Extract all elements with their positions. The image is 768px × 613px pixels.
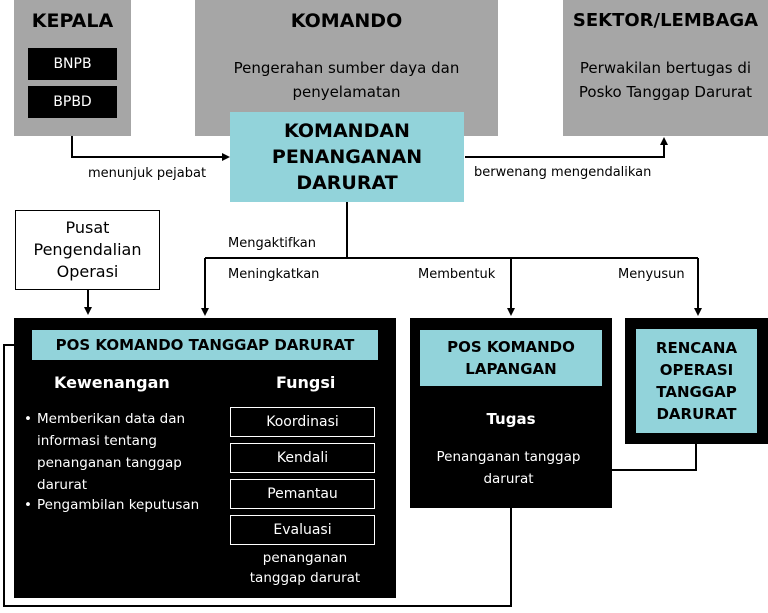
pos-komando-title: POS KOMANDO TANGGAP DARURAT [32, 330, 378, 360]
kewenangan-item: • Pengambilan keputusan [24, 494, 224, 516]
tugas-desc: Penanganan tanggap darurat [436, 449, 581, 487]
fungsi-item: Evaluasi [230, 515, 375, 545]
fungsi-note: penanganan tanggap darurat [249, 550, 361, 586]
kewenangan-item-text: Memberikan data dan informasi tentang penanganan tanggap darurat [37, 411, 186, 493]
pos-komando-box [14, 318, 396, 598]
rencana-box [625, 318, 768, 444]
sektor-box [563, 0, 768, 136]
label-membentuk: Membentuk [418, 267, 496, 282]
kewenangan-title: Kewenangan [54, 373, 170, 392]
fungsi-item: Kendali [230, 443, 375, 473]
kepala-title: KEPALA [31, 10, 114, 32]
pos-lapangan-title: POS KOMANDO LAPANGAN [420, 330, 602, 386]
sektor-title: SEKTOR/LEMBAGA [572, 10, 759, 31]
pusat-box [15, 210, 160, 290]
sektor-desc: Perwakilan bertugas di Posko Tanggap Darurat [578, 59, 753, 101]
label-menunjuk: menunjuk pejabat [88, 166, 207, 181]
label-meningkatkan: Meningkatkan [228, 267, 320, 282]
komandan-title: KOMANDAN PENANGANAN DARURAT [271, 120, 423, 194]
arrow-menunjuk [72, 136, 228, 157]
rencana-link-line [612, 444, 696, 470]
pusat-title: Pusat Pengendalian Operasi [33, 218, 142, 281]
label-berwenang: berwenang mengendalikan [474, 165, 652, 180]
fungsi-item: Pemantau [230, 479, 375, 509]
kewenangan-item-text: Pengambilan keputusan [37, 497, 200, 513]
pos-lapangan-box [410, 318, 612, 508]
komando-title: KOMANDO [290, 10, 403, 32]
tugas-title: Tugas [486, 410, 536, 428]
fungsi-title: Fungsi [276, 373, 336, 392]
rencana-title: RENCANA OPERASI TANGGAP DARURAT [636, 329, 757, 433]
fungsi-item: Koordinasi [230, 407, 375, 437]
kewenangan-item: • Memberikan data dan informasi tentang penanganan tanggap darurat [24, 408, 209, 496]
arrow-berwenang [465, 139, 664, 157]
komandan-box [230, 112, 464, 202]
label-mengaktifkan: Mengaktifkan [228, 236, 316, 251]
kepala-box [14, 0, 131, 136]
kepala-item-bnpb: BNPB [28, 48, 117, 80]
label-menyusun: Menyusun [618, 267, 685, 282]
komando-desc: Pengerahan sumber daya dan penyelamatan [233, 59, 460, 101]
kepala-item-bpbd: BPBD [28, 86, 117, 118]
